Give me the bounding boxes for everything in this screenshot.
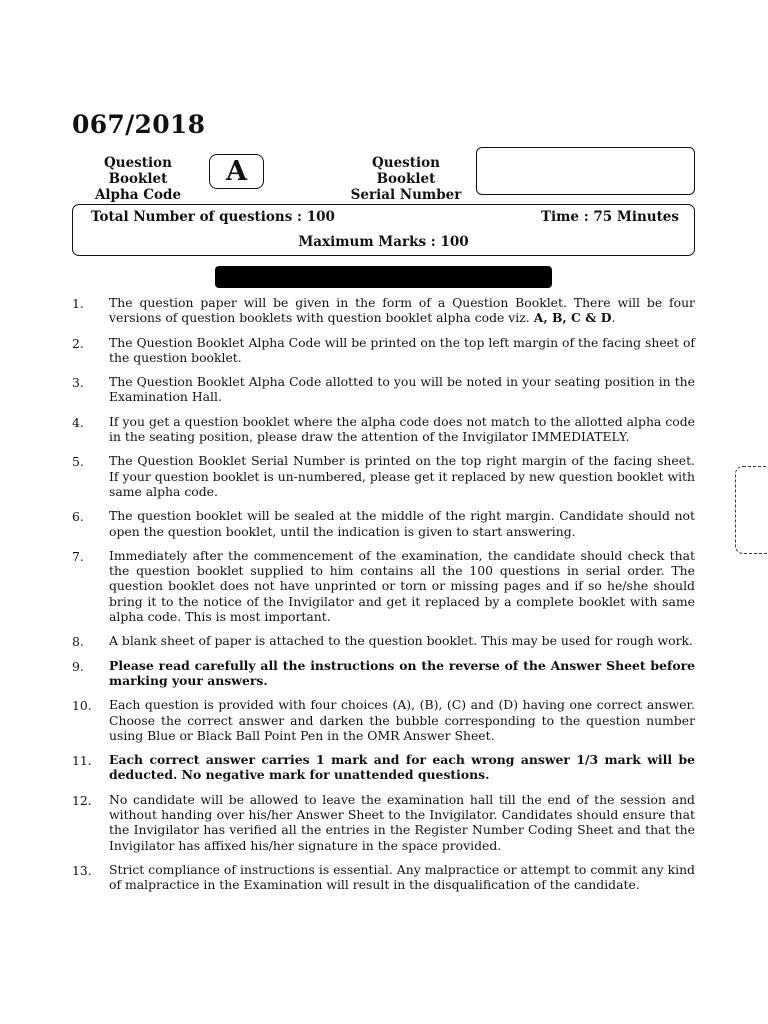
instruction-item — [72, 335, 695, 366]
instruction-number: 9. — [72, 658, 84, 674]
alpha-code-box: A — [209, 154, 264, 189]
serial-number-label-line1: Question Booklet — [372, 155, 440, 187]
instruction-number: 1. — [72, 296, 84, 311]
instruction-text: A blank sheet of paper is attached to the question booklet. This may be used for rough work. — [109, 633, 693, 649]
instruction-number: 6. — [72, 509, 84, 525]
instruction-text: If you get a question booklet where the alpha code does not match to the allotted alpha code in the seating position, please draw the attention of the Invigilator IMMEDIATELY. — [109, 413, 695, 445]
instruction-item — [72, 658, 695, 689]
instruction-text: The Question Booklet Alpha Code will be printed on the top left margin of the facing sheet of the question booklet. — [109, 334, 695, 365]
instruction-item — [72, 295, 695, 326]
instruction-text-main: The question paper will be given in the form of a Question Booklet. There will be four versions of question booklets with question booklet alpha code viz. — [109, 295, 695, 326]
instruction-item — [72, 697, 695, 743]
instruction-item — [72, 862, 695, 893]
instruction-item — [72, 792, 695, 853]
instruction-number: 13. — [72, 862, 92, 878]
instruction-number: 5. — [72, 454, 84, 470]
paper-code: 067/2018 — [72, 110, 206, 139]
serial-number-box — [476, 147, 695, 195]
total-questions: Total Number of questions : 100 — [91, 209, 335, 225]
exam-time: Time : 75 Minutes — [540, 209, 679, 225]
instruction-text: The Question Booklet Alpha Code allotted to you will be noted in your seating position in the Examination Hall. — [109, 374, 695, 405]
seal-cut-mark — [735, 466, 768, 554]
instruction-item — [72, 548, 695, 624]
alpha-code-label — [76, 155, 200, 203]
serial-number-label — [343, 155, 469, 203]
alpha-code-label-line2: Alpha Code — [94, 187, 182, 203]
instruction-item — [72, 453, 695, 499]
instruction-number: 4. — [72, 414, 84, 430]
instruction-item — [72, 414, 695, 445]
instruction-text: Each question is provided with four choices (A), (B), (C) and (D) having one correct answer. Choose the correct answer and darken the bubble corresponding to the question number using Blue or Black Ball Point Pen in the OMR Answer Sheet. — [109, 697, 695, 743]
instruction-number: 10. — [72, 698, 92, 714]
instruction-text: Each correct answer carries 1 mark and for each wrong answer 1/3 mark will be deducted. No negative mark for unattended questions. — [109, 752, 695, 783]
alpha-codes: A, B, C & D — [533, 310, 612, 326]
instruction-number: 3. — [72, 375, 84, 391]
instruction-number: 12. — [72, 792, 92, 808]
instruction-item — [72, 633, 695, 648]
instructions-list — [72, 295, 695, 902]
instruction-item — [72, 508, 695, 539]
instruction-text: No candidate will be allowed to leave the examination hall till the end of the session and without handing over his/her Answer Sheet to the Invigilator. Candidates should ensure that the Invigilator has verified all the entries in the Register Number Coding Sheet and that the Invigilator has affixed his/her signature in the space provided. — [109, 791, 695, 853]
instruction-number: 7. — [72, 548, 84, 564]
serial-number-label-line2: Serial Number — [350, 187, 462, 203]
instruction-text: The Question Booklet Serial Number is printed on the top right margin of the facing sheet. If your question booklet is un-numbered, please get it replaced by new question booklet with same alpha code. — [109, 453, 695, 499]
instruction-text — [109, 295, 695, 325]
instruction-text: Strict compliance of instructions is essential. Any malpractice or attempt to commit any kind of malpractice in the Examination will result in the disqualification of the candidate. — [109, 861, 695, 893]
redacted-bar — [215, 266, 552, 288]
instruction-number: 8. — [72, 634, 84, 650]
alpha-code-label-line1: Question Booklet — [104, 155, 172, 187]
instruction-text: The question booklet will be sealed at the middle of the right margin. Candidate should not open the question booklet, until the indication is given to start answering. — [109, 508, 695, 539]
instruction-text: Please read carefully all the instructions on the reverse of the Answer Sheet before marking your answers. — [109, 657, 695, 688]
maximum-marks: Maximum Marks : 100 — [298, 234, 469, 250]
instruction-text-end: . — [611, 310, 616, 326]
exam-info-box — [72, 204, 695, 256]
instruction-text: Immediately after the commencement of the examination, the candidate should check that the question booklet supplied to him contains all the 100 questions in serial order. The question booklet does not have unprinted or torn or missing pages and if so he/she should bring it to the notice of the Invigilator and get it replaced by a complete booklet with same alpha code. This is most important. — [109, 547, 695, 625]
instruction-item — [72, 374, 695, 405]
instruction-number: 11. — [72, 753, 92, 769]
instruction-item — [72, 752, 695, 783]
instruction-number: 2. — [72, 335, 84, 351]
